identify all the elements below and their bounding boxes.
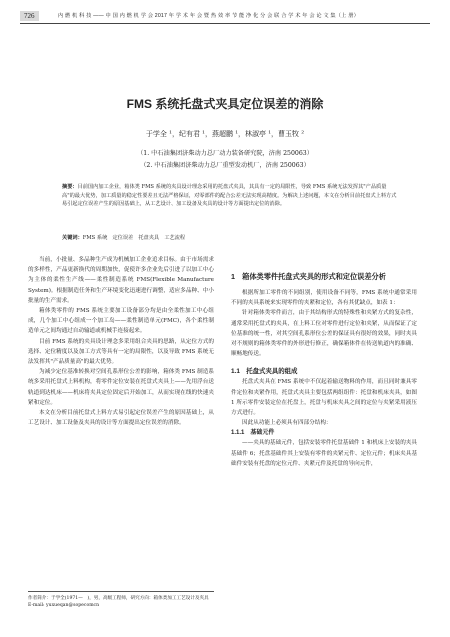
abstract	[62, 183, 397, 209]
keywords-label: 关键词：	[62, 235, 83, 241]
body-paragraph: 本文在分析目前托盘式上料方式易引起定位误差产生的原因基础上，从工艺设计、加工设备及夹具的设计等方面提出定位误差的消除。	[28, 410, 214, 427]
body-paragraph: 当前，小批量、多品种生产成为机械加工企业追求目标。由于市场需求的多样性，产品更新换代的周期加快，促使许多企业先后引进了以加工中心为主体的柔性生产线——柔性制造系统 FMS(Flexible Manufacture System)。根据制造任务和生产环境变化迅速进行调整，适应多品种、中小批量的生产需求。	[28, 257, 214, 304]
page-number: 726	[20, 11, 39, 21]
author-info: 作者简介：于学全(1971— )，男，高级工程师，研究方向：箱体类加工工艺设计及夹具	[28, 596, 209, 601]
abstract-label: 摘要：	[62, 184, 78, 190]
affiliation-2: （2. 中石油集团济柴动力总厂重型发动机厂，济南 250063）	[140, 162, 310, 169]
body-paragraph: 为减少定位基准转换对空间孔系形位公差的影响，箱体类 FMS 制造系统多采用托盘式上料机构，将零件定位安装在托盘式夹具上——先用浮台送轨道到达机床——机床将夹具定位固定后开始加工，从而实现在线的快速夹紧和定位。	[28, 369, 214, 406]
body-paragraph: ——夹具的基础元件，包括安装零件托盘基础件 1 和机床上安装的夹具基础件 6；托盘基础件其上安装有零件的夹紧元件、定位元件；机床夹具基础件安装有托盘的定位元件、夹紧元件及托盘的导向元件，	[231, 440, 417, 467]
author-footnote	[28, 591, 214, 609]
subsection-heading: 1.1 托盘式夹具的组成	[231, 368, 298, 376]
right-column	[231, 271, 417, 469]
author-list: 于学全 ¹，纪有君 ¹，燕超鹏 ¹，林淑亭 ¹，曹玉牧 ²	[145, 130, 305, 138]
author-email: E-mail: yuxueqan@sopecomcn	[28, 603, 100, 608]
section-heading: 1 箱体类零件托盘式夹具的形式和定位误差分析	[231, 272, 386, 281]
body-paragraph: 箱体类零件的 FMS 系统主要加工设备部分均是由全柔性加工中心组成，几个加工中心组成一个加工岛——柔性制造单元(FMC)，各个柔性制造单元之间均通过自动输道或机械手连接起来。	[28, 308, 214, 335]
body-paragraph: 托盘式夹具在 FMS 系统中不仅起着输送物料的作用，而且同时兼具零件定位和夹紧作用，托盘式夹具主要包括两组组件：托盘和机床夹具，如图 1 所示零件安装定位在托盘上，托盘与机床夹具之间的定位与夹紧采用液压方式进行。	[231, 379, 417, 417]
keywords-text: FMS 系统 定位误差 托盘夹具 工艺流程	[82, 235, 186, 241]
body-paragraph: 目前 FMS 系统的夹具设计理念多采用组合夹具的思路，从定位方式的选择、定位精度以及加工方式等具有一定的局限性，以及导致 FMS 系统无法发挥其"产品质量高"的最大优势。	[28, 338, 214, 366]
abstract-text: 目前国内加工企业，箱体类 FMS 系统的夹具设计理念采用的托盘式夹具，其具有一定的局限性，导致 FMS 系统无法发挥其"产品质量高"的最大优势，加工质量的稳定性要差且无法严格保证，对零部件的配合公差无法实现高精度。为解决上述问题，本文在分析目前托盘式上料方式易引起定位误差产生的原因基础上，从工艺设计、加工设备及夹具的设计等方面提出定位的消除。	[62, 184, 397, 208]
body-paragraph: 根据所加工零件的不同组别，使用设备不同等，FMS 系统中通常采用不同的夹具系统来实现零件的夹紧和定位，各有其优缺点，如表 1：	[231, 290, 417, 307]
body-paragraph: 因此从功能上必须具有四部分结构：	[242, 420, 332, 427]
journal-title: 内 燃 机 科 技 —— 中 国 内 燃 机 学 会 2017 年 学 术 年 会 暨 热 效 率 节 能 净 化 分 会 联 合 学 术 年 会 论 文 集（上 册）	[58, 13, 359, 19]
left-column	[28, 255, 214, 428]
subsubsection-heading: 1.1.1 基础元件	[231, 430, 275, 437]
keywords	[62, 234, 397, 241]
paper-title: FMS 系统托盘式夹具定位误差的消除	[126, 97, 324, 111]
affiliation-1: （1. 中石油集团济柴动力总厂动力装备研究院，济南 250063）	[137, 150, 313, 157]
running-header	[20, 10, 430, 24]
body-paragraph: 针对箱体类零件而言，由于其结构形式的特殊性和夹紧方式的复杂性，通常采用托盘式的夹具，在上料工位对零件进行定位和夹紧，从而保证了定位基准的统一性，对其空间孔系形位公差的保证具有很好的效果，同时夹具对不规则的箱体类零件的外形进行修正，确保箱体件在传送轨道内的准确、顺畅地传送。	[231, 310, 417, 358]
